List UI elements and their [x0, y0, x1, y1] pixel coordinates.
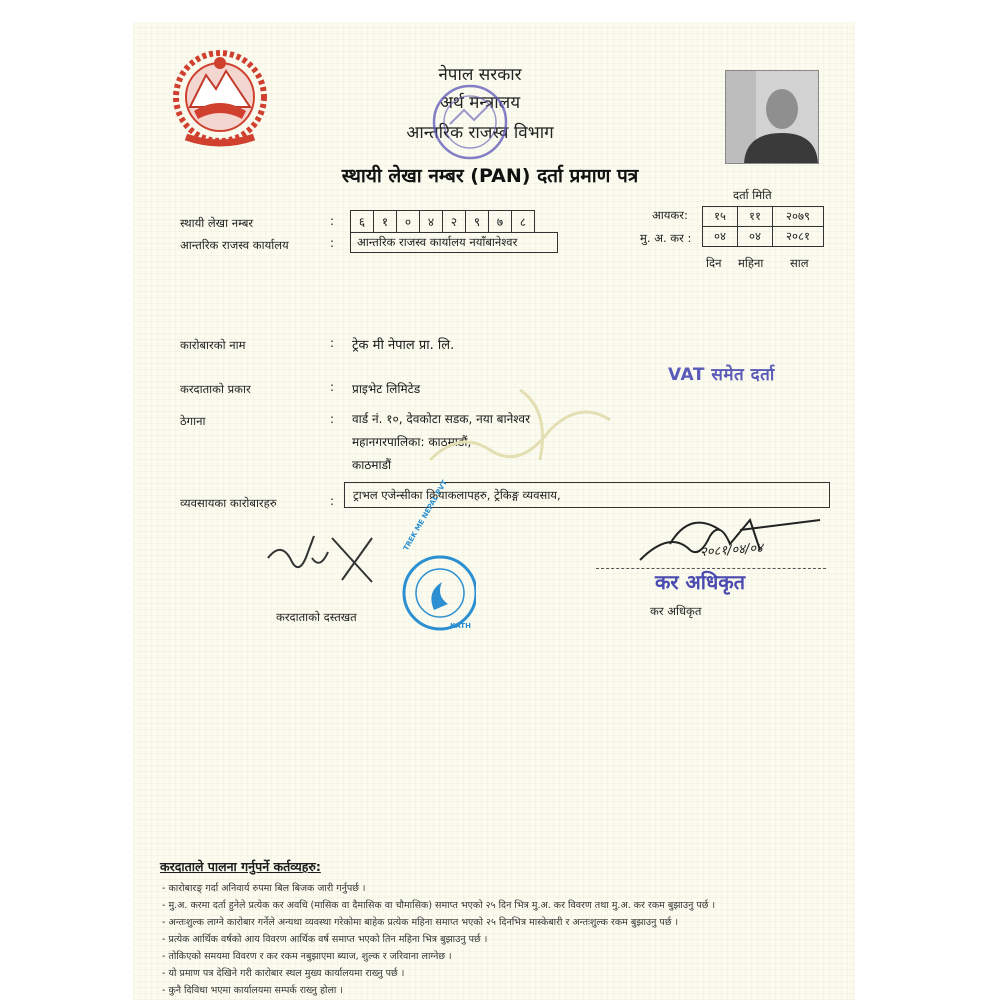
address-label: ठेगाना [180, 414, 206, 428]
activities-label: व्यवसायका कारोबारहरु [180, 496, 277, 510]
duty-item: - यो प्रमाण पत्र देखिने गरी कारोबार स्थल मुख्य कार्यालयमा राख्नु पर्छ । [162, 968, 405, 979]
seal-text-top: TREK ME NEPAL PVT [402, 478, 449, 552]
header-ministry: अर्थ मन्त्रालय [439, 93, 521, 113]
registration-date-table [702, 206, 824, 247]
table-row [703, 227, 824, 247]
officer-signature-label: कर अधिकृत [650, 604, 702, 618]
duty-item: - प्रत्येक आर्थिक वर्षको आय विवरण आर्थिक वर्ष समाप्त भएको तिन महिना भित्र बुझाउनु पर्छ । [162, 934, 488, 945]
seal-text-bottom: KATH [450, 622, 471, 630]
duty-item: - तोकिएको समयमा विवरण र कर रकम नबुझाएमा ब्याज, शुल्क र जरिवाना लाग्नेछ । [162, 951, 452, 962]
income-tax-month: ११ [738, 207, 773, 227]
pan-number-box [350, 210, 535, 233]
vat-month: ०४ [738, 227, 773, 247]
address-line-2: महानगरपालिका: काठमाडौं, [352, 435, 472, 449]
header-government: नेपाल सरकार [438, 65, 522, 85]
income-tax-label: आयकर: [652, 208, 688, 222]
business-name-label: कारोबारको नाम [180, 338, 246, 352]
office-value: आन्तरिक राजस्व कार्यालय नयाँबानेश्वर [350, 232, 558, 253]
taxpayer-type-value: प्राइभेट लिमिटेड [352, 382, 421, 396]
taxpayer-signature-label: करदाताको दस्तखत [276, 610, 357, 624]
column-day: दिन [706, 256, 722, 270]
activities-value: ट्राभल एजेन्सीका क्रियाकलापहरु, ट्रेकिङ्ग व्यवसाय, [344, 482, 830, 508]
nepal-emblem-icon [166, 45, 274, 153]
colon: : [330, 412, 335, 426]
department-seal-icon [428, 80, 512, 164]
office-label: आन्तरिक राजस्व कार्यालय [180, 238, 289, 252]
pan-digit: ८ [519, 215, 527, 229]
officer-stamp: कर अधिकृत [655, 570, 746, 594]
duty-item: - अन्तःशुल्क लाग्ने कारोबार गर्नेले अन्यथा व्यवस्था गरेकोमा बाहेक प्रत्येक महिना समाप्त भएको २५ दिनभित्र मास्केबारी र अन्तःशुल्क रकम बुझाउनु पर्छ । [162, 917, 679, 928]
column-month: महिना [738, 256, 764, 270]
address-line-1: वार्ड नं. १०, देवकोटा सडक, नया बानेश्वर [352, 412, 530, 426]
watermark-signature-icon [420, 370, 640, 480]
vat-year: २०८१ [773, 227, 824, 247]
officer-signed-date: २०८१/०४/०४ [699, 540, 764, 561]
pan-digit: ६ [351, 211, 374, 232]
income-tax-year: २०७९ [773, 207, 824, 227]
taxpayer-signature-icon [262, 528, 382, 588]
taxpayer-photo [725, 70, 819, 164]
column-year: साल [790, 256, 809, 270]
vat-date-label: मु. अ. कर : [640, 231, 692, 245]
income-tax-day: १५ [703, 207, 738, 227]
duty-item: - मु.अ. करमा दर्ता हुनेले प्रत्येक कर अवधि (मासिक वा दैमासिक वा चौमासिक) समाप्त भएको २५ दिन भित्र मु.अ. कर विवरण तथा मु.अ. कर रकम बुझाउनु पर्छ । [162, 900, 716, 911]
colon: : [330, 214, 335, 228]
pan-digit: ९ [466, 211, 489, 232]
pan-digit: ७ [489, 211, 512, 232]
pan-digit: २ [443, 211, 466, 232]
colon: : [330, 380, 335, 394]
person-photo-icon [726, 71, 818, 163]
pan-label: स्थायी लेखा नम्बर [180, 216, 254, 230]
table-row [703, 207, 824, 227]
header-department: आन्तरिक राजस्व विभाग [406, 123, 554, 143]
certificate-title: स्थायी लेखा नम्बर (PAN) दर्ता प्रमाण पत्र [341, 165, 639, 187]
pan-digit: १ [374, 211, 397, 232]
duty-item: - कारोबारङ् गर्दा अनिवार्य रुपमा बिल बिजक जारी गर्नुपर्छ । [162, 883, 366, 894]
business-name-value: ट्रेक मी नेपाल प्रा. लि. [352, 338, 455, 353]
taxpayer-type-label: करदाताको प्रकार [180, 382, 251, 396]
duty-item: - कुनै दिविधा भएमा कार्यालयमा सम्पर्क राख्नु होला । [162, 985, 343, 996]
pan-digit: ० [397, 211, 420, 232]
address-line-3: काठमाडौं [352, 458, 392, 472]
duties-title: करदाताले पालना गर्नुपर्ने कर्तव्यहरु: [160, 859, 321, 874]
registration-date-heading: दर्ता मिति [733, 188, 772, 202]
pan-digit: ४ [420, 211, 443, 232]
vat-registered-stamp: VAT समेत दर्ता [668, 365, 775, 385]
colon: : [330, 236, 335, 250]
colon: : [330, 336, 335, 350]
vat-day: ०४ [703, 227, 738, 247]
colon: : [330, 494, 335, 508]
